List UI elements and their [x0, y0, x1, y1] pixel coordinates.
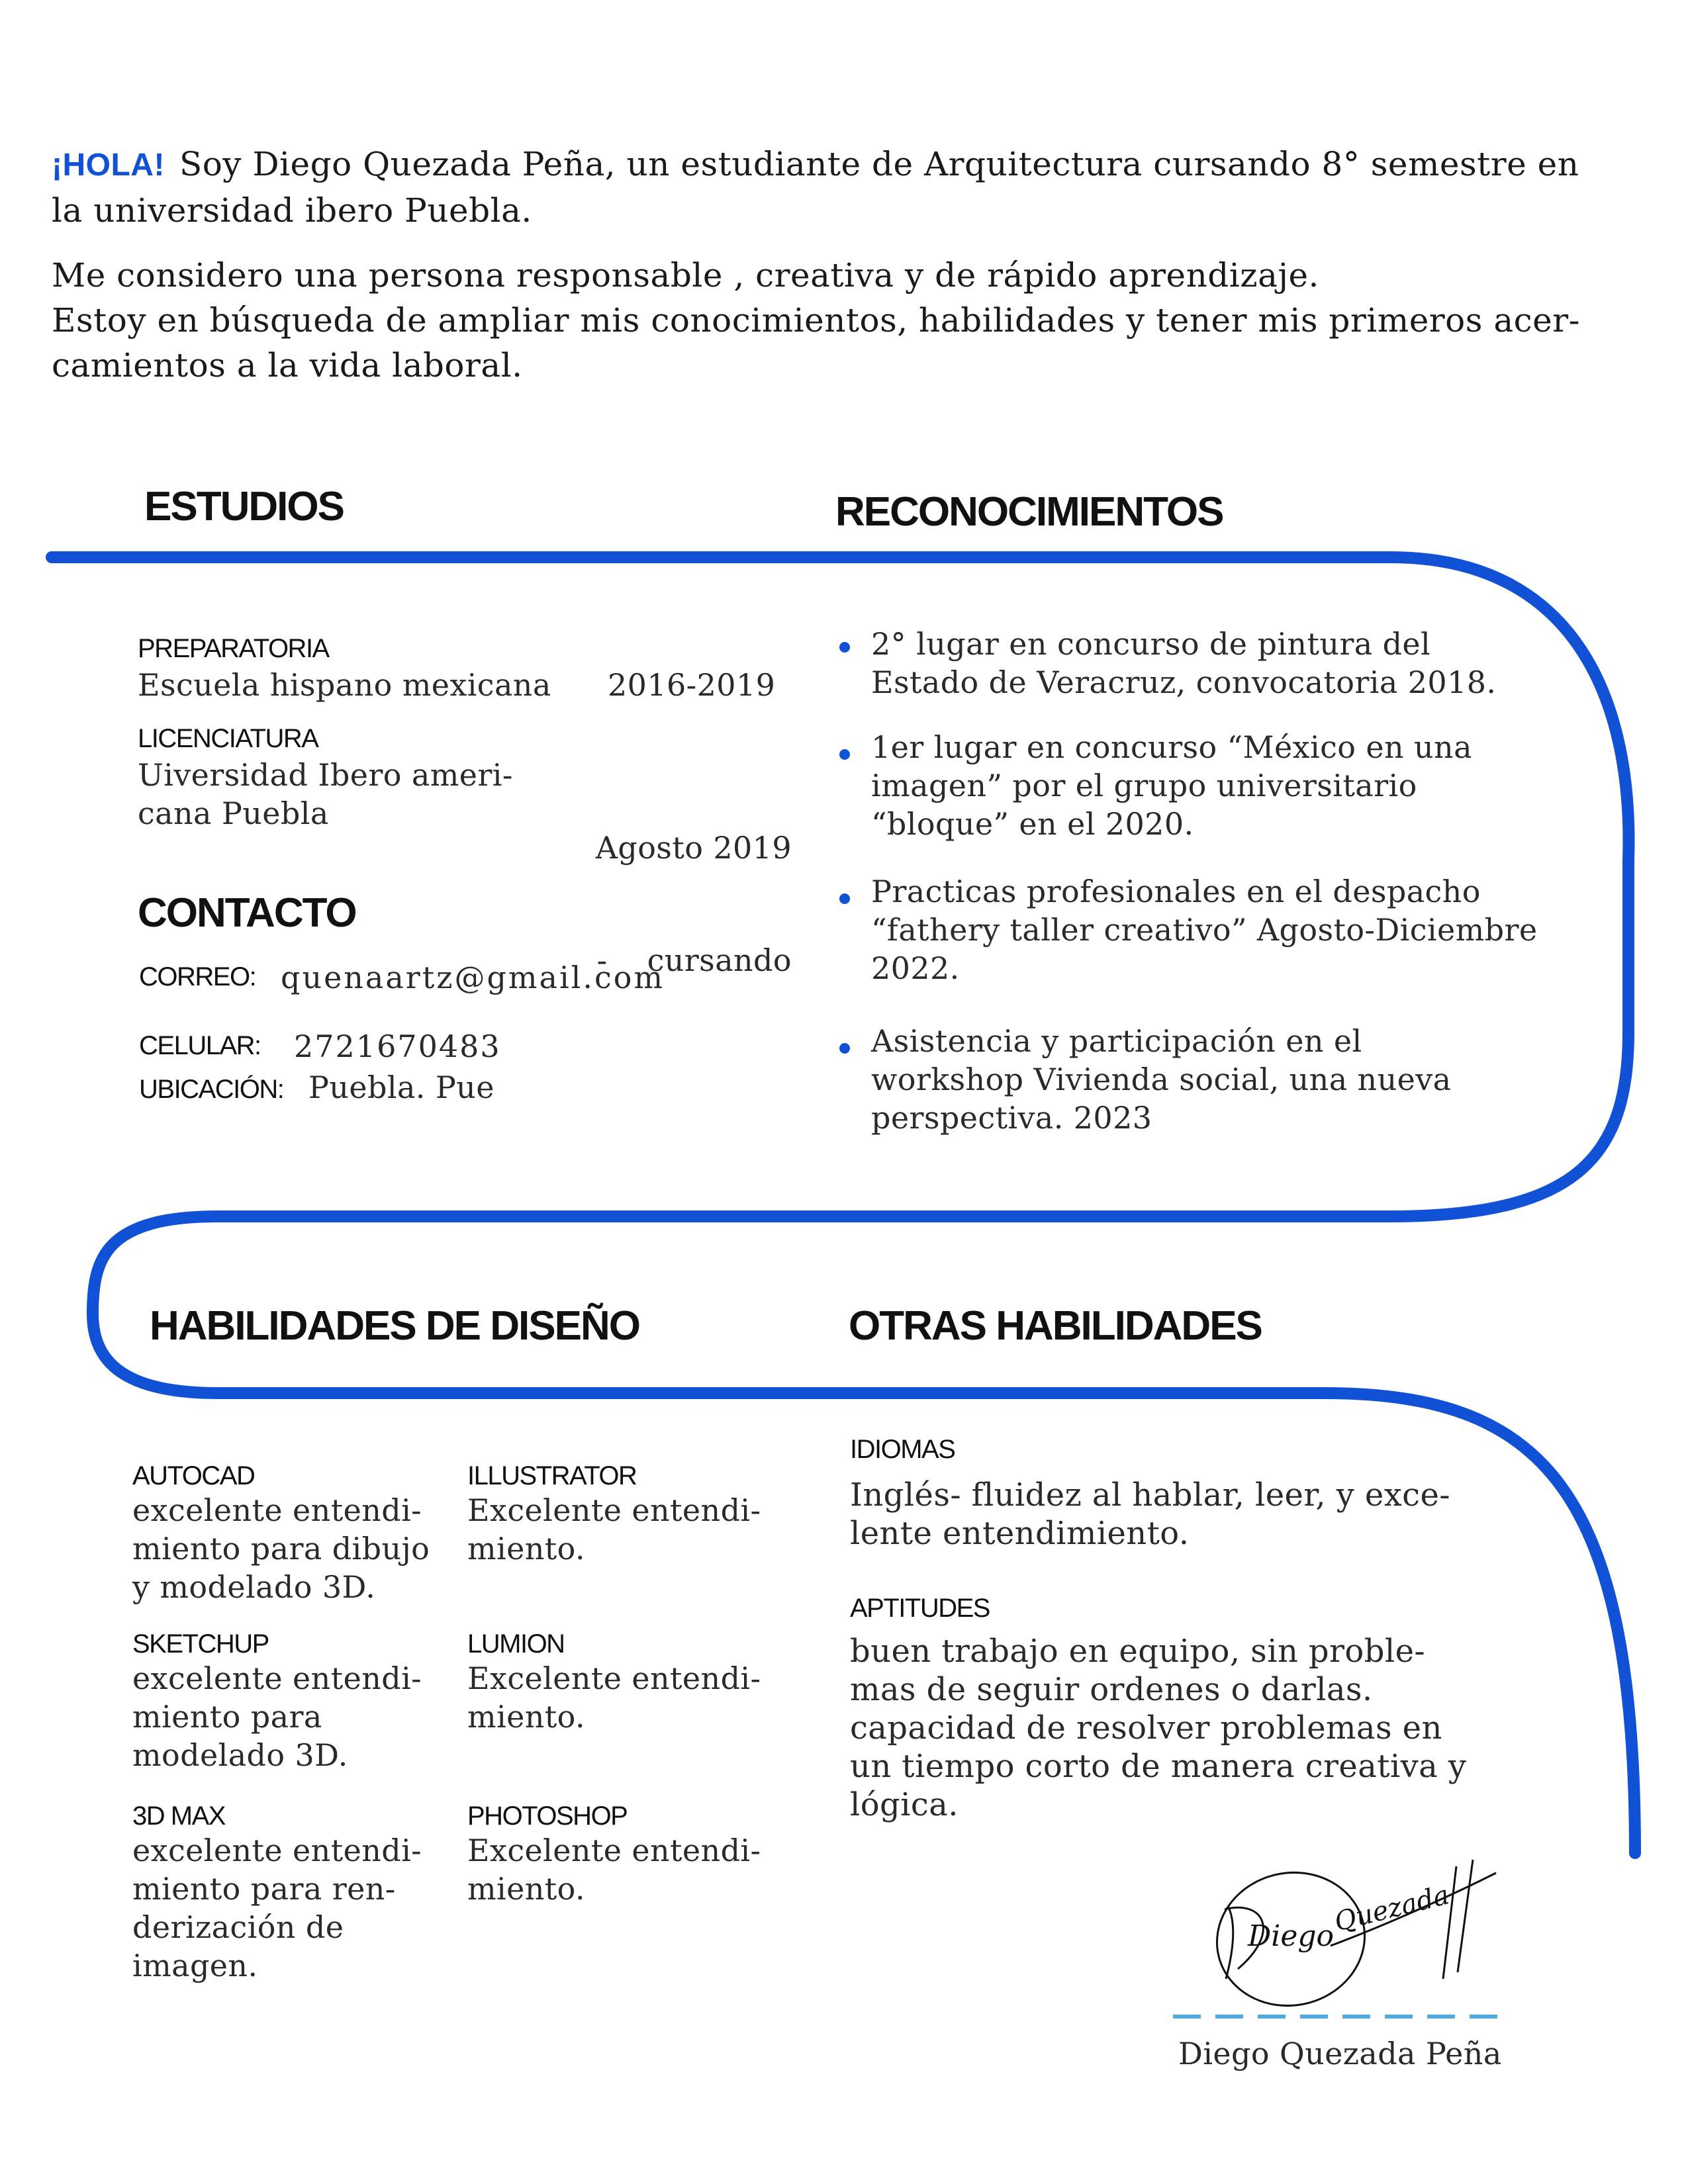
idiomas-line: Inglés- fluidez al hablar, leer, y exce-: [850, 1477, 1450, 1514]
licenciatura-school: [138, 756, 513, 833]
skill-line: imagen.: [132, 1948, 258, 1983]
skill-lumion: [467, 1629, 761, 1736]
signature-name: Diego Quezada Peña: [1178, 2036, 1502, 2071]
signature-first-name: Diego: [1248, 1919, 1335, 1953]
skill-line: Excelente entendi-: [467, 1833, 761, 1868]
skill-description: [467, 1831, 761, 1908]
aptitudes-line: buen trabajo en equipo, sin proble-: [850, 1633, 1425, 1670]
skill-photoshop: [467, 1801, 761, 1908]
licenciatura-school-line-1: Uiversidad Ibero ameri-: [138, 757, 513, 793]
skill-label: 3D MAX: [132, 1801, 225, 1831]
intro-p2-line-3: camientos a la vida laboral.: [52, 346, 523, 385]
aptitudes-line: capacidad de resolver problemas en: [850, 1709, 1442, 1747]
idiomas-line: lente entendimiento.: [850, 1515, 1190, 1552]
skill-description: [132, 1831, 422, 1985]
licenciatura-years-line-1: Agosto 2019: [595, 830, 792, 866]
intro-p2-line-1: Me considero una persona responsable , creativa y de rápido aprendizaje.: [52, 256, 1319, 295]
skill-line: miento para ren-: [132, 1871, 396, 1907]
aptitudes-line: mas de seguir ordenes o darlas.: [850, 1671, 1373, 1708]
skill-sketchup: [132, 1629, 422, 1774]
celular-label: CELULAR:: [139, 1031, 261, 1060]
skill-label: PHOTOSHOP: [467, 1801, 628, 1831]
skill-label: SKETCHUP: [132, 1629, 269, 1659]
otras-habilidades-heading: OTRAS HABILIDADES: [849, 1303, 1262, 1349]
reconocimiento-line: 1er lugar en concurso “México en una: [871, 729, 1472, 765]
reconocimiento-line: imagen” por el grupo universitario: [871, 768, 1417, 803]
skill-description: [132, 1491, 430, 1606]
reconocimiento-text: [871, 728, 1472, 843]
bullet-icon: [839, 893, 850, 904]
skill-line: miento.: [467, 1871, 585, 1907]
reconocimiento-line: “fathery taller creativo” Agosto-Diciembre: [871, 912, 1538, 948]
reconocimientos-heading: RECONOCIMIENTOS: [835, 489, 1223, 535]
skill-illustrator: [467, 1461, 761, 1568]
intro-line-2: la universidad ibero Puebla.: [52, 191, 532, 230]
reconocimiento-line: workshop Vivienda social, una nueva: [871, 1062, 1452, 1097]
skill-line: miento.: [467, 1699, 585, 1735]
reconocimiento-text: [871, 872, 1538, 987]
hola-greeting: ¡HOLA!: [52, 148, 165, 183]
aptitudes-line: lógica.: [850, 1786, 959, 1823]
bullet-icon: [839, 749, 850, 760]
estudios-heading: ESTUDIOS: [144, 484, 344, 529]
aptitudes-label: APTITUDES: [850, 1594, 990, 1623]
skill-line: Excelente entendi-: [467, 1492, 761, 1528]
bullet-icon: [839, 642, 850, 653]
skill-line: excelente entendi-: [132, 1492, 422, 1528]
preparatoria-label: PREPARATORIA: [138, 634, 329, 663]
skill-line: excelente entendi-: [132, 1833, 422, 1868]
skill-line: derización de: [132, 1909, 344, 1945]
reconocimiento-text: [871, 625, 1496, 702]
reconocimiento-line: Asistencia y participación en el: [871, 1023, 1362, 1059]
skill-line: excelente entendi-: [132, 1661, 422, 1696]
reconocimiento-line: perspectiva. 2023: [871, 1100, 1152, 1136]
skill-line: y modelado 3D.: [132, 1569, 376, 1605]
skill-label: AUTOCAD: [132, 1461, 255, 1490]
idiomas-label: IDIOMAS: [850, 1435, 955, 1464]
skill-line: Excelente entendi-: [467, 1661, 761, 1696]
ubicacion-value: Puebla. Pue: [308, 1069, 494, 1105]
licenciatura-school-line-2: cana Puebla: [138, 796, 329, 831]
reconocimiento-line: 2022.: [871, 950, 960, 986]
reconocimiento-line: 2° lugar en concurso de pintura del: [871, 626, 1431, 662]
correo-label: CORREO:: [139, 962, 256, 991]
idiomas-text: [850, 1476, 1450, 1553]
licenciatura-years-line-2: - cursando: [596, 942, 792, 978]
reconocimiento-text: [871, 1022, 1451, 1137]
skill-autocad: [132, 1461, 430, 1606]
skill-line: modelado 3D.: [132, 1737, 348, 1773]
intro-paragraph-1: [52, 142, 1640, 233]
skill-description: [467, 1491, 761, 1568]
intro-paragraph-2: [52, 253, 1640, 388]
signature-last-name: Quezada: [1331, 1880, 1452, 1938]
handwritten-signature: [1165, 1846, 1509, 2019]
skill-line: miento.: [467, 1531, 585, 1567]
skill-line: miento para: [132, 1699, 322, 1735]
licenciatura-label: LICENCIATURA: [138, 724, 318, 753]
celular-value[interactable]: 2721670483: [294, 1028, 501, 1064]
ubicacion-label: UBICACIÓN:: [139, 1075, 284, 1104]
contacto-heading: CONTACTO: [138, 890, 356, 936]
aptitudes-text: [850, 1632, 1466, 1824]
skill-description: [132, 1659, 422, 1774]
habilidades-diseno-heading: HABILIDADES DE DISEÑO: [150, 1303, 639, 1349]
skill-label: ILLUSTRATOR: [467, 1461, 637, 1490]
bullet-icon: [839, 1043, 850, 1054]
intro-line-1: Soy Diego Quezada Peña, un estudiante de Arquitectura cursando 8° semestre en: [179, 145, 1579, 183]
reconocimiento-line: “bloque” en el 2020.: [871, 806, 1194, 842]
skill-label: LUMION: [467, 1629, 565, 1659]
preparatoria-school: Escuela hispano mexicana: [138, 667, 551, 703]
aptitudes-line: un tiempo corto de manera creativa y: [850, 1748, 1467, 1785]
intro-p2-line-2: Estoy en búsqueda de ampliar mis conocimientos, habilidades y tener mis primeros acer-: [52, 301, 1581, 340]
signature-dashed-line: [1173, 2013, 1504, 2020]
correo-value[interactable]: quenaartz@gmail.com: [281, 960, 665, 995]
skill-3dmax: [132, 1801, 422, 1985]
reconocimiento-line: Estado de Veracruz, convocatoria 2018.: [871, 664, 1497, 700]
skill-description: [467, 1659, 761, 1736]
reconocimiento-line: Practicas profesionales en el despacho: [871, 874, 1481, 909]
skill-line: miento para dibujo: [132, 1531, 430, 1567]
preparatoria-years: 2016-2019: [608, 667, 776, 703]
